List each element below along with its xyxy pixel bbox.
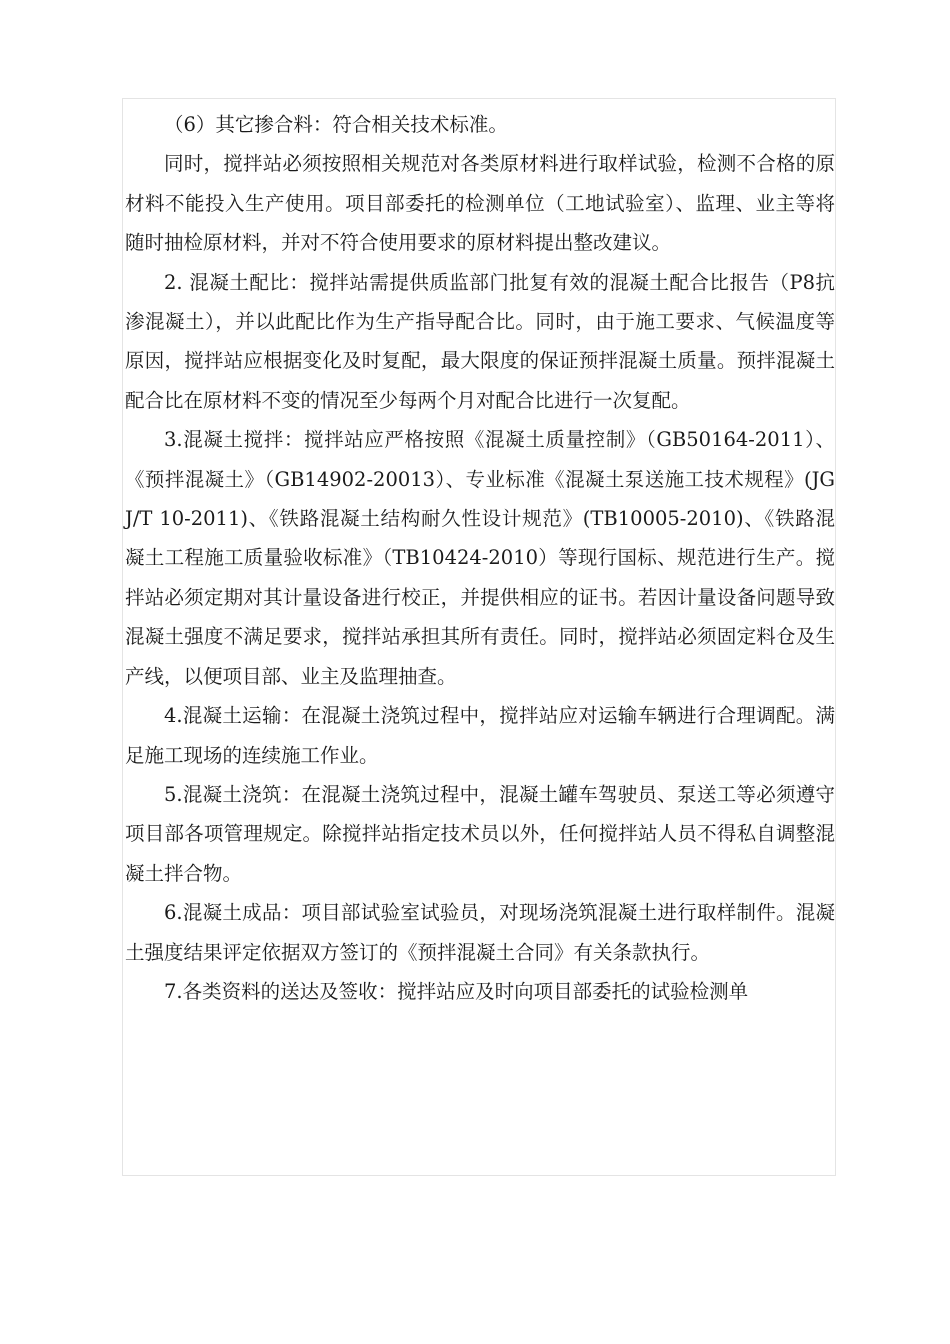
- paragraph-transport: 4.混凝土运输：在混凝土浇筑过程中，搅拌站应对运输车辆进行合理调配。满足施工现场的连续施工作业。: [125, 704, 835, 767]
- paragraph-mixing: 3.混凝土搅拌：搅拌站应严格按照《混凝土质量控制》（GB50164-2011）、《预拌混凝土》（GB14902-20013）、专业标准《混凝土泵送施工技术规程》(JGJ/T 10-2011)、《铁路混凝土结构耐久性设计规范》(TB10005-2010)、《铁路混凝土工程施工质量验收标准》（TB10424-2010）等现行国标、规范进行生产。搅拌站必须定期对其计量设备进行校正，并提供相应的证书。若因计量设备问题导致混凝土强度不满足要求，搅拌站承担其所有责任。同时，搅拌站必须固定料仓及生产线，以便项目部、业主及监理抽查。: [125, 428, 835, 688]
- paragraph-pouring: 5.混凝土浇筑：在混凝土浇筑过程中，混凝土罐车驾驶员、泵送工等必须遵守项目部各项管理规定。除搅拌站指定技术员以外，任何搅拌站人员不得私自调整混凝土拌合物。: [125, 782, 835, 885]
- paragraph-finished-product: 6.混凝土成品：项目部试验室试验员，对现场浇筑混凝土进行取样制件。混凝土强度结果评定依据双方签订的《预拌混凝土合同》有关条款执行。: [125, 901, 835, 964]
- paragraph-raw-material-testing: 同时，搅拌站必须按照相关规范对各类原材料进行取样试验，检测不合格的原材料不能投入生产使用。项目部委托的检测单位（工地试验室）、监理、业主等将随时抽检原材料，并对不符合使用要求的原材料提出整改建议。: [125, 152, 835, 255]
- document-page: [122, 98, 836, 1176]
- paragraph-mix-ratio: 2. 混凝土配比：搅拌站需提供质监部门批复有效的混凝土配合比报告（P8抗渗混凝土），并以此配比作为生产指导配合比。同时，由于施工要求、气候温度等原因，搅拌站应根据变化及时复配，最大限度的保证预拌混凝土质量。预拌混凝土配合比在原材料不变的情况至少每两个月对配合比进行一次复配。: [125, 270, 835, 412]
- paragraph-documents-delivery: 7.各类资料的送达及签收：搅拌站应及时向项目部委托的试验检测单: [164, 979, 749, 1003]
- paragraph-other-admixtures: （6）其它掺合料：符合相关技术标准。: [164, 113, 508, 136]
